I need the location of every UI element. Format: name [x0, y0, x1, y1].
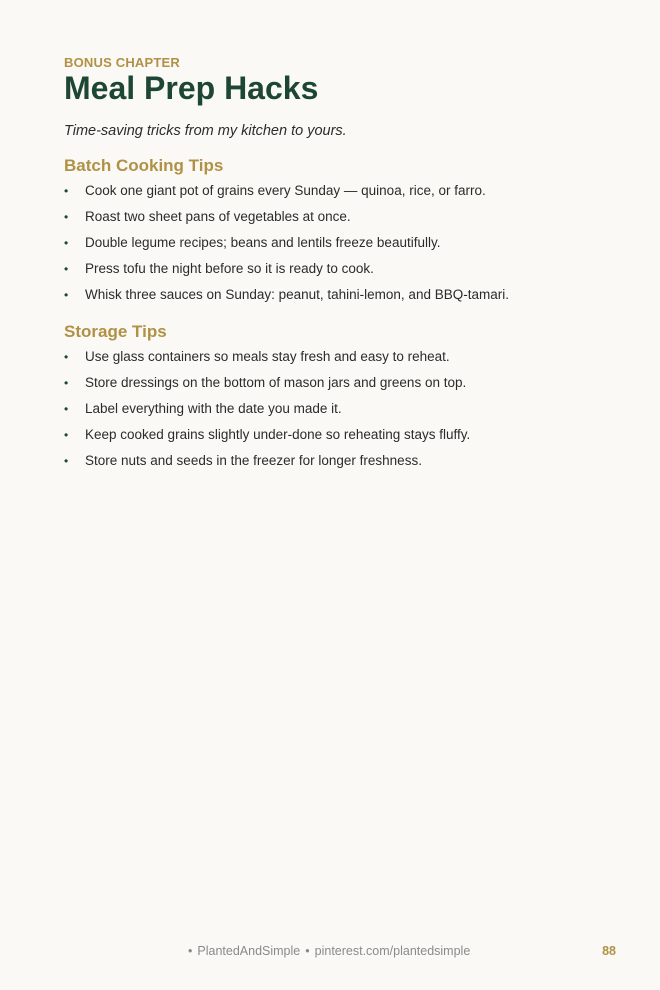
footer-brand: PlantedAndSimple [197, 944, 301, 958]
section-heading-storage: Storage Tips [64, 322, 167, 341]
storage-list [64, 348, 604, 470]
bullet-icon: • [64, 428, 69, 442]
list-item-text: Double legume recipes; beans and lentils freeze beautifully. [85, 235, 441, 250]
list-item [64, 426, 604, 444]
section-storage [64, 322, 604, 470]
list-item-text: Keep cooked grains slightly under-done so reheating stays fluffy. [85, 427, 471, 442]
list-item [64, 374, 604, 392]
list-item [64, 182, 604, 200]
footer-url: pinterest.com/plantedsimple [314, 944, 471, 958]
list-item-text: Store dressings on the bottom of mason jars and greens on top. [85, 375, 467, 390]
bullet-icon: • [64, 236, 69, 250]
page-footer [0, 944, 660, 960]
bullet-icon: • [64, 184, 69, 198]
bullet-icon: • [64, 350, 69, 364]
list-item [64, 452, 604, 470]
bullet-icon: • [64, 210, 69, 224]
bullet-icon: • [64, 288, 69, 302]
list-item [64, 286, 604, 304]
page-number: 88 [602, 944, 616, 958]
footer-separator: • [305, 944, 310, 958]
chapter-eyebrow: BONUS CHAPTER [64, 55, 180, 70]
page-subtitle: Time-saving tricks from my kitchen to yours. [64, 123, 347, 139]
list-item-text: Store nuts and seeds in the freezer for longer freshness. [85, 453, 422, 468]
list-item-text: Cook one giant pot of grains every Sunday — quinoa, rice, or farro. [85, 183, 486, 198]
footer-credits [188, 944, 470, 958]
list-item-text: Roast two sheet pans of vegetables at once. [85, 209, 351, 224]
list-item [64, 348, 604, 366]
list-item-text: Label everything with the date you made it. [85, 401, 342, 416]
list-item [64, 234, 604, 252]
list-item [64, 208, 604, 226]
bullet-icon: • [64, 262, 69, 276]
bullet-icon: • [64, 402, 69, 416]
page-title: Meal Prep Hacks [64, 70, 319, 106]
list-item-text: Press tofu the night before so it is ready to cook. [85, 261, 374, 276]
list-item [64, 260, 604, 278]
page-content [64, 55, 604, 478]
footer-separator: • [188, 944, 193, 958]
bullet-icon: • [64, 454, 69, 468]
list-item [64, 400, 604, 418]
list-item-text: Whisk three sauces on Sunday: peanut, tahini-lemon, and BBQ-tamari. [85, 287, 509, 302]
batch-cooking-list [64, 182, 604, 304]
section-batch-cooking [64, 156, 604, 304]
bullet-icon: • [64, 376, 69, 390]
section-heading-batch-cooking: Batch Cooking Tips [64, 156, 224, 175]
list-item-text: Use glass containers so meals stay fresh and easy to reheat. [85, 349, 450, 364]
